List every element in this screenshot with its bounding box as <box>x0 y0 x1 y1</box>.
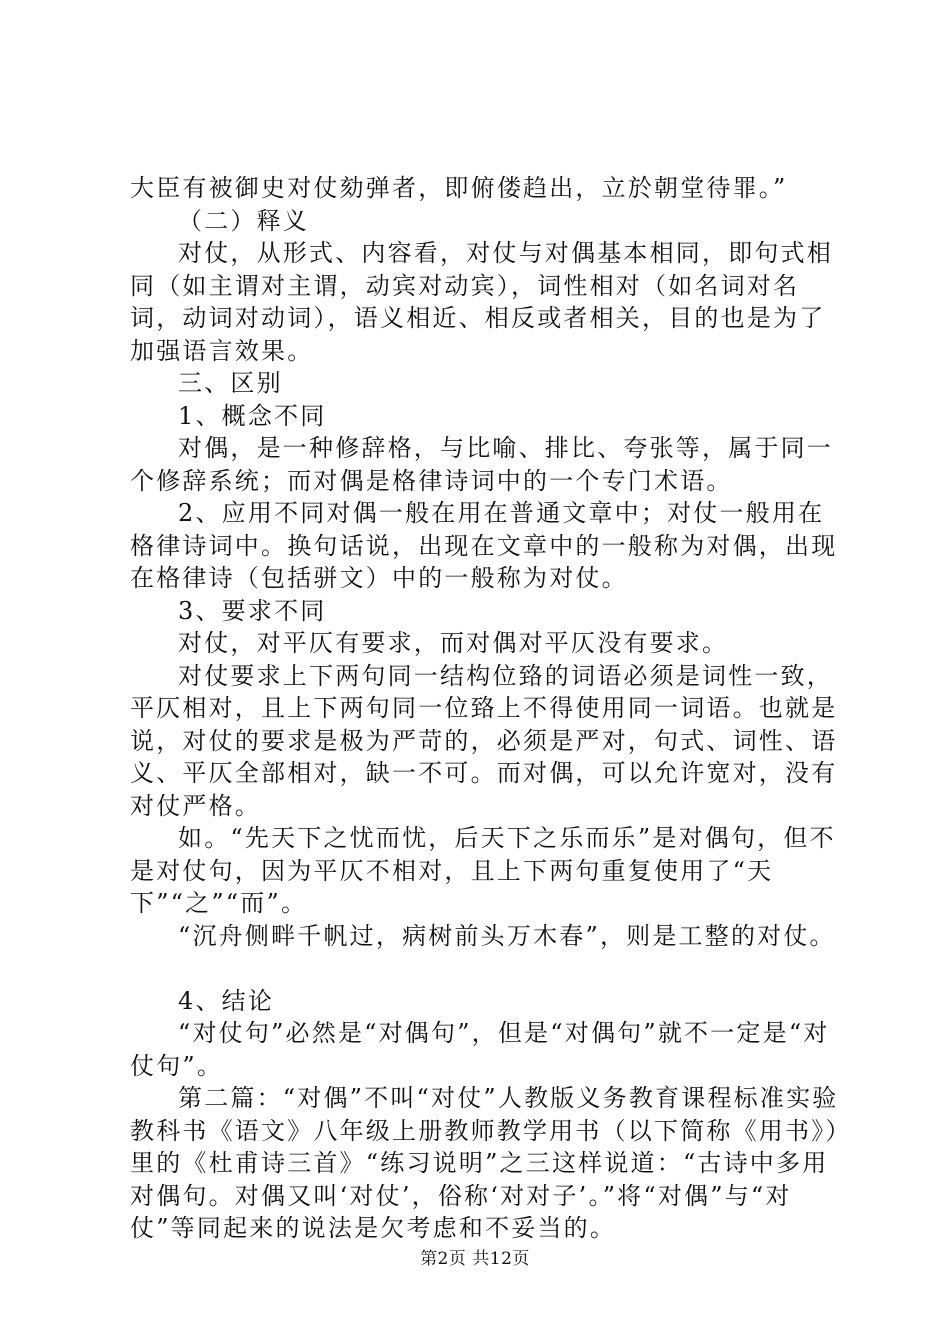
heading-definition: （二）释义 <box>178 206 309 235</box>
paragraph-conclusion: “对仗句”必然是“对偶句”，但是“对偶句”就不一定是“对仗句”。 <box>130 1019 830 1080</box>
paragraph-example: 如。“先天下之忧而忧，后天下之乐而乐”是对偶句，但不是对仗句，因为平仄不相对，且上下两句重复使用了“天下”“之”“而”。 <box>130 824 836 917</box>
paragraph-tonal: 对仗，对平仄有要求，而对偶对平仄没有要求。 <box>178 629 729 657</box>
paragraph-strict: 对仗要求上下两句同一结构位臵的词语必须是词性一致，平仄相对，且上下两句同一位臵上不得使用同一词语。也就是说，对仗的要求是极为严苛的，必须是严对，句式、词性、语义、平仄全部相对，缺一不可。而对偶，可以允许宽对，没有对仗严格。 <box>130 661 838 820</box>
paragraph-concept: 对偶，是一种修辞格，与比喻、排比、夸张等，属于同一个修辞系统；而对偶是格律诗词中的一个专门术语。 <box>130 434 833 495</box>
heading-conclusion: 4、结论 <box>178 986 275 1015</box>
heading-concept: 1、概念不同 <box>178 401 327 430</box>
page-footer: 第2页 共12页 <box>420 1249 530 1269</box>
blank-line <box>130 952 850 985</box>
document-body <box>130 172 850 1245</box>
paragraph-quote-end: 大臣有被御史对仗劾弹者，即俯偻趋出，立於朝堂待罪。” <box>130 174 788 202</box>
heading-differences: 三、区别 <box>178 369 283 397</box>
heading-requirements: 3、要求不同 <box>178 596 327 625</box>
paragraph-definition: 对仗，从形式、内容看，对仗与对偶基本相同，即句式相同（如主谓对主谓，动宾对动宾），词性相对（如名词对名词，动词对动词），语义相近、相反或者相关，目的也是为了加强语言效果。 <box>130 239 833 365</box>
paragraph-poem-example: “沉舟侧畔千帆过，病树前头万木春”，则是工整的对仗。 <box>178 921 836 950</box>
paragraph-second-article: 第二篇：“对偶”不叫“对仗”人教版义务教育课程标准实验教科书《语文》八年级上册教师教学用书（以下简称《用书》）里的《杜甫诗三首》“练习说明”之三这样说道：“古诗中多用对偶句。对偶又叫‘对仗’，俗称‘对对子’。”将“对偶”与“对仗”等同起来的说法是欠考虑和不妥当的。 <box>130 1084 840 1242</box>
paragraph-application: 2、应用不同对偶一般在用在普通文章中；对仗一般用在格律诗词中。换句话说，出现在文章中的一般称为对偶，出现在格律诗（包括骈文）中的一般称为对仗。 <box>130 499 838 592</box>
